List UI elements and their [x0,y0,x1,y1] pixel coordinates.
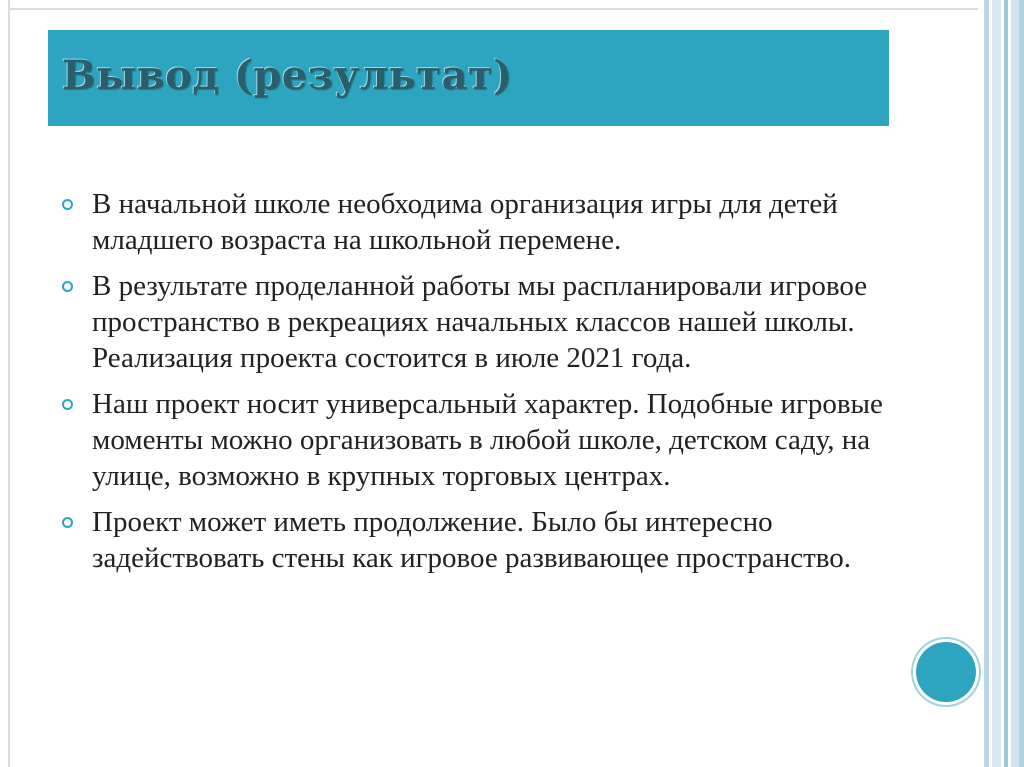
stripe [992,0,1001,767]
bullet-text: Наш проект носит универсальный характер. Подобные игровые моменты можно организовать в любой школе, детском саду, на улице, возможно в крупных торговых центрах. [92,388,883,492]
stripe [1011,0,1019,767]
list-item [62,268,892,376]
ring-bullet-icon [62,281,73,292]
decorative-circle [916,642,976,702]
stripe [1019,0,1024,767]
title-bar [48,30,889,126]
ring-bullet-icon [62,517,73,528]
list-item [62,186,892,258]
bullet-text: В результате проделанной работы мы распланировали игровое пространство в рекреациях начальных классов нашей школы. Реализация проекта состоится в июле 2021 года. [92,270,868,374]
list-item [62,504,892,576]
ring-bullet-icon [62,399,73,410]
bullet-list [62,186,892,586]
right-stripe-decoration [978,0,1024,767]
slide-title: Вывод (результат) [62,51,513,99]
bullet-text: В начальной школе необходима организация игры для детей младшего возраста на школьной перемене. [92,188,838,256]
frame-top-line [8,8,978,10]
list-item [62,386,892,494]
ring-bullet-icon [62,199,73,210]
bullet-text: Проект может иметь продолжение. Было бы интересно задействовать стены как игровое развивающее пространство. [92,506,852,574]
frame-left-line [8,0,10,767]
